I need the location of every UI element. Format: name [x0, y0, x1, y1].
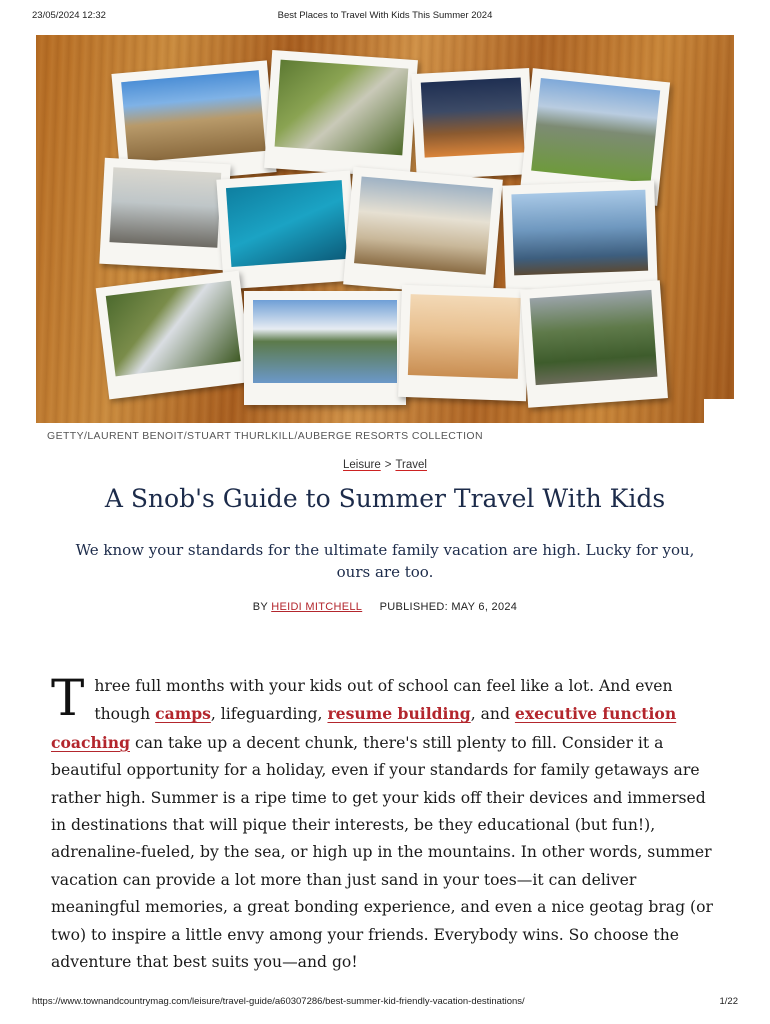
byline [0, 601, 770, 613]
camps-link[interactable]: camps [155, 704, 211, 724]
article-title: A Snob's Guide to Summer Travel With Kids [104, 484, 666, 513]
photo-monkey [264, 50, 418, 178]
paragraph-text: can take up a decent chunk, there's still plenty to fill. Consider it a beautiful opportunity for a holiday, even if your standards for family getaways are rather high. Summer is a ripe time to get your kids off their devices and immersed in destinations that will pique their interests, be they educational (but fun!), adrenaline-fueled, by the sea, or high up in the mountains. In other words, summer vacation can provide a lot more than just sand in your toes—it can deliver meaningful memories, a great bonding experience, and even a nice geotag brag (or two) to inspire a little envy among your friends. Everybody wins. So choose the adventure that best suits you—and go! [51, 733, 713, 972]
print-date: 23/05/2024 12:32 [32, 10, 106, 21]
author-link[interactable]: HEIDI MITCHELL [271, 601, 363, 613]
photo-alpacas [343, 167, 503, 298]
byline-prefix: BY [252, 601, 268, 613]
photo-waterfall [96, 271, 253, 400]
print-page-title: Best Places to Travel With Kids This Summer 2024 [277, 10, 493, 21]
image-credit: GETTY/LAURENT BENOIT/STUART THURLKILL/AUBERGE RESORTS COLLECTION [47, 430, 483, 442]
photo-paddleboard [398, 285, 530, 401]
paragraph-text: , and [470, 705, 515, 724]
breadcrumb [0, 459, 770, 471]
hero-image [36, 35, 734, 423]
breadcrumb-separator: > [384, 459, 392, 471]
photo-boat-ride [502, 180, 658, 297]
executive-function-coaching-link[interactable]: executive function coaching [51, 704, 677, 752]
page-number: 1/22 [719, 996, 738, 1007]
photo-mountain-lake [244, 291, 406, 405]
resume-building-link[interactable]: resume building [327, 704, 471, 724]
article-paragraph [51, 669, 719, 976]
photo-machu-picchu [520, 280, 668, 407]
paragraph-text: hree full months with your kids out of school can feel like a lot. And even though [94, 677, 673, 724]
print-footer [0, 996, 770, 1010]
photo-firepit-lodge [411, 68, 534, 180]
breadcrumb-leisure[interactable]: Leisure [343, 459, 381, 471]
article-dek: We know your standards for the ultimate family vacation are high. Lucky for you, ours are too. [75, 541, 695, 581]
photo-infinity-pool [99, 158, 230, 270]
paragraph-text: , lifeguarding, [210, 705, 328, 724]
print-header [0, 10, 770, 24]
publish-date: PUBLISHED: MAY 6, 2024 [379, 601, 518, 613]
drop-cap: T [51, 669, 85, 727]
breadcrumb-travel[interactable]: Travel [395, 459, 427, 471]
page-url: https://www.townandcountrymag.com/leisure/travel-guide/a60307286/best-summer-kid-friendly-vacation-destinations/ [32, 996, 525, 1007]
